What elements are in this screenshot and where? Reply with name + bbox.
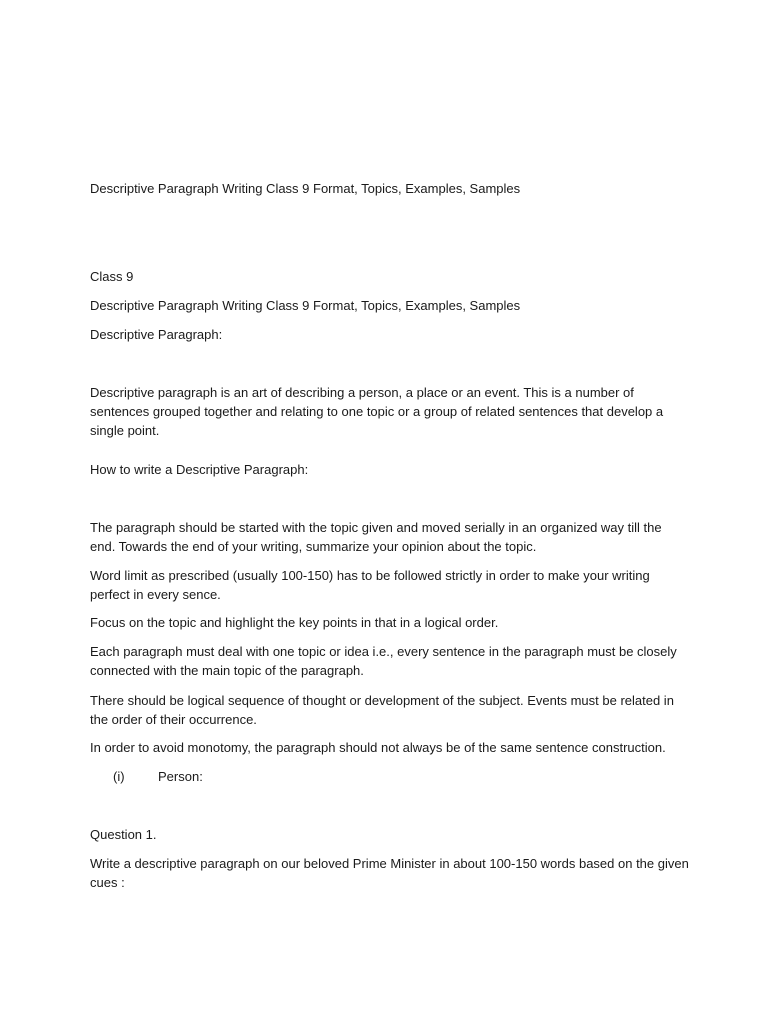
definition-paragraph: Descriptive paragraph is an art of describing a person, a place or an event. This is a number of sentences grouped together and relating to one topic or a group of related sentences that develop a single point. bbox=[90, 385, 664, 438]
document-title: Descriptive Paragraph Writing Class 9 Format, Topics, Examples, Samples bbox=[90, 181, 521, 196]
tip-paragraph: Focus on the topic and highlight the key points in that in a logical order. bbox=[90, 615, 499, 630]
section-heading: Descriptive Paragraph: bbox=[90, 327, 223, 342]
list-item-person bbox=[113, 767, 513, 786]
tip-paragraph: Each paragraph must deal with one topic or idea i.e., every sentence in the paragraph must be closely connected with the main topic of the paragraph. bbox=[90, 644, 677, 678]
tip-paragraph: Word limit as prescribed (usually 100-150) has to be followed strictly in order to make your writing perfect in every sence. bbox=[90, 568, 650, 602]
tip-paragraph: The paragraph should be started with the topic given and moved serially in an organized way till the end. Towards the end of your writing, summarize your opinion about the topic. bbox=[90, 520, 662, 554]
question-label: Question 1. bbox=[90, 827, 157, 842]
how-to-heading: How to write a Descriptive Paragraph: bbox=[90, 462, 309, 477]
list-item-label: Person: bbox=[158, 769, 203, 784]
tip-paragraph: There should be logical sequence of thought or development of the subject. Events must be related in the order of their occurrence. bbox=[90, 693, 674, 727]
class-label: Class 9 bbox=[90, 269, 134, 284]
list-item-number: (i) bbox=[113, 769, 125, 784]
question-text: Write a descriptive paragraph on our beloved Prime Minister in about 100-150 words based on the given cues : bbox=[90, 856, 689, 890]
document-subtitle: Descriptive Paragraph Writing Class 9 Format, Topics, Examples, Samples bbox=[90, 298, 521, 313]
tip-paragraph: In order to avoid monotomy, the paragraph should not always be of the same sentence construction. bbox=[90, 740, 666, 755]
